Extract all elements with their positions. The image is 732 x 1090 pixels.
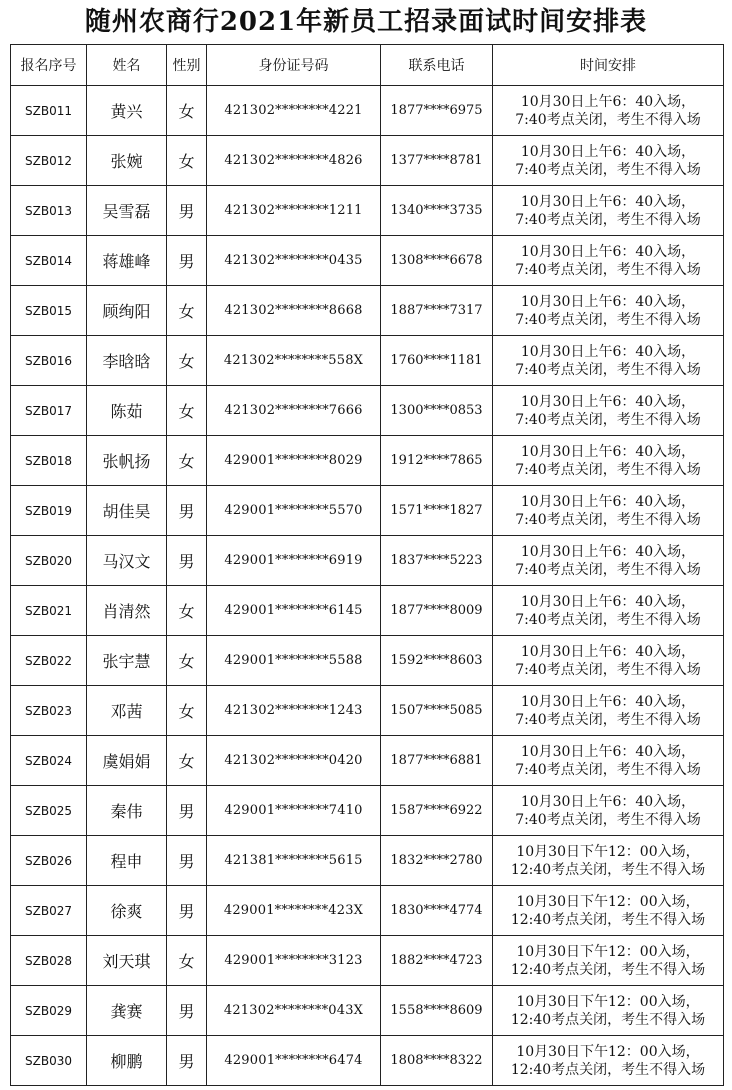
- cell-code: SZB026: [11, 836, 87, 886]
- cell-code: SZB020: [11, 536, 87, 586]
- cell-code: SZB017: [11, 386, 87, 436]
- time-close-line: 7:40考点关闭，考生不得入场: [515, 161, 701, 178]
- cell-time: [493, 936, 724, 986]
- table-row: [11, 936, 724, 986]
- header-time: 时间安排: [493, 45, 724, 86]
- time-entry-line: 10月30日上午6：40入场，: [520, 493, 696, 510]
- cell-id-number: 429001********7410: [207, 786, 381, 836]
- header-name: 姓名: [87, 45, 167, 86]
- cell-time: [493, 336, 724, 386]
- time-close-line: 12:40考点关闭，考生不得入场: [510, 861, 706, 878]
- table-row: [11, 786, 724, 836]
- time-entry-line: 10月30日上午6：40入场，: [520, 193, 696, 210]
- cell-code: SZB019: [11, 486, 87, 536]
- time-entry-line: 10月30日上午6：40入场，: [520, 143, 696, 160]
- cell-name: 陈茹: [87, 386, 167, 436]
- table-row: [11, 536, 724, 586]
- cell-phone: 1882****4723: [381, 936, 493, 986]
- time-entry-line: 10月30日上午6：40入场，: [520, 393, 696, 410]
- time-close-line: 7:40考点关闭，考生不得入场: [515, 561, 701, 578]
- time-entry-line: 10月30日下午12：00入场，: [516, 843, 700, 860]
- cell-phone: 1832****2780: [381, 836, 493, 886]
- cell-gender: 女: [167, 286, 207, 336]
- cell-gender: 女: [167, 736, 207, 786]
- cell-gender: 女: [167, 586, 207, 636]
- cell-name: 刘天琪: [87, 936, 167, 986]
- cell-name: 肖清然: [87, 586, 167, 636]
- time-entry-line: 10月30日上午6：40入场，: [520, 643, 696, 660]
- table-row: [11, 336, 724, 386]
- cell-name: 邓茜: [87, 686, 167, 736]
- cell-time: [493, 386, 724, 436]
- cell-gender: 女: [167, 136, 207, 186]
- cell-name: 马汉文: [87, 536, 167, 586]
- cell-id-number: 429001********6919: [207, 536, 381, 586]
- cell-time: [493, 586, 724, 636]
- time-close-line: 7:40考点关闭，考生不得入场: [515, 711, 701, 728]
- time-close-line: 7:40考点关闭，考生不得入场: [515, 761, 701, 778]
- cell-name: 张帆扬: [87, 436, 167, 486]
- cell-code: SZB015: [11, 286, 87, 336]
- cell-id-number: 421302********4826: [207, 136, 381, 186]
- cell-name: 李晗晗: [87, 336, 167, 386]
- time-close-line: 12:40考点关闭，考生不得入场: [510, 961, 706, 978]
- cell-name: 程申: [87, 836, 167, 886]
- header-phone: 联系电话: [381, 45, 493, 86]
- table-row: [11, 636, 724, 686]
- cell-phone: 1300****0853: [381, 386, 493, 436]
- cell-id-number: 421302********0435: [207, 236, 381, 286]
- time-entry-line: 10月30日上午6：40入场，: [520, 593, 696, 610]
- cell-time: [493, 986, 724, 1036]
- cell-time: [493, 886, 724, 936]
- table-body: [11, 86, 724, 1086]
- time-entry-line: 10月30日下午12：00入场，: [516, 993, 700, 1010]
- table-row: [11, 436, 724, 486]
- time-entry-line: 10月30日下午12：00入场，: [516, 1043, 700, 1060]
- cell-id-number: 421302********1243: [207, 686, 381, 736]
- time-close-line: 7:40考点关闭，考生不得入场: [515, 211, 701, 228]
- cell-code: SZB022: [11, 636, 87, 686]
- cell-name: 黄兴: [87, 86, 167, 136]
- cell-gender: 女: [167, 636, 207, 686]
- header-gender: 性别: [167, 45, 207, 86]
- time-entry-line: 10月30日上午6：40入场，: [520, 793, 696, 810]
- table-header-row: [11, 45, 724, 86]
- cell-name: 虞娟娟: [87, 736, 167, 786]
- cell-code: SZB011: [11, 86, 87, 136]
- cell-id-number: 421302********043X: [207, 986, 381, 1036]
- cell-time: [493, 636, 724, 686]
- cell-id-number: 421302********8668: [207, 286, 381, 336]
- cell-time: [493, 286, 724, 336]
- cell-code: SZB016: [11, 336, 87, 386]
- header-id: 身份证号码: [207, 45, 381, 86]
- cell-phone: 1837****5223: [381, 536, 493, 586]
- cell-gender: 男: [167, 786, 207, 836]
- cell-code: SZB021: [11, 586, 87, 636]
- cell-time: [493, 486, 724, 536]
- cell-code: SZB023: [11, 686, 87, 736]
- table-row: [11, 736, 724, 786]
- cell-id-number: 421381********5615: [207, 836, 381, 886]
- cell-name: 顾绚阳: [87, 286, 167, 336]
- time-close-line: 7:40考点关闭，考生不得入场: [515, 811, 701, 828]
- cell-id-number: 429001********423X: [207, 886, 381, 936]
- cell-gender: 女: [167, 336, 207, 386]
- time-entry-line: 10月30日上午6：40入场，: [520, 543, 696, 560]
- time-entry-line: 10月30日上午6：40入场，: [520, 293, 696, 310]
- cell-code: SZB014: [11, 236, 87, 286]
- table-row: [11, 1036, 724, 1086]
- time-close-line: 12:40考点关闭，考生不得入场: [510, 1011, 706, 1028]
- table-row: [11, 886, 724, 936]
- table-row: [11, 386, 724, 436]
- time-close-line: 7:40考点关闭，考生不得入场: [515, 111, 701, 128]
- table-row: [11, 186, 724, 236]
- time-close-line: 7:40考点关闭，考生不得入场: [515, 311, 701, 328]
- time-entry-line: 10月30日上午6：40入场，: [520, 93, 696, 110]
- cell-name: 龚赛: [87, 986, 167, 1036]
- cell-phone: 1592****8603: [381, 636, 493, 686]
- time-close-line: 12:40考点关闭，考生不得入场: [510, 1061, 706, 1078]
- time-close-line: 7:40考点关闭，考生不得入场: [515, 461, 701, 478]
- cell-time: [493, 86, 724, 136]
- cell-phone: 1308****6678: [381, 236, 493, 286]
- cell-name: 吴雪磊: [87, 186, 167, 236]
- time-entry-line: 10月30日上午6：40入场，: [520, 743, 696, 760]
- time-close-line: 7:40考点关闭，考生不得入场: [515, 411, 701, 428]
- cell-time: [493, 536, 724, 586]
- time-entry-line: 10月30日上午6：40入场，: [520, 243, 696, 260]
- cell-phone: 1340****3735: [381, 186, 493, 236]
- cell-id-number: 429001********8029: [207, 436, 381, 486]
- cell-time: [493, 186, 724, 236]
- cell-code: SZB029: [11, 986, 87, 1036]
- cell-time: [493, 1036, 724, 1086]
- cell-gender: 男: [167, 536, 207, 586]
- time-close-line: 12:40考点关闭，考生不得入场: [510, 911, 706, 928]
- table-row: [11, 286, 724, 336]
- cell-name: 徐爽: [87, 886, 167, 936]
- cell-gender: 男: [167, 986, 207, 1036]
- time-close-line: 7:40考点关闭，考生不得入场: [515, 511, 701, 528]
- cell-name: 张婉: [87, 136, 167, 186]
- cell-phone: 1877****6975: [381, 86, 493, 136]
- cell-gender: 男: [167, 1036, 207, 1086]
- cell-phone: 1887****7317: [381, 286, 493, 336]
- time-entry-line: 10月30日上午6：40入场，: [520, 343, 696, 360]
- cell-id-number: 429001********6145: [207, 586, 381, 636]
- cell-code: SZB030: [11, 1036, 87, 1086]
- cell-time: [493, 436, 724, 486]
- schedule-table: [10, 44, 724, 1086]
- cell-gender: 女: [167, 386, 207, 436]
- cell-id-number: 429001********6474: [207, 1036, 381, 1086]
- cell-phone: 1877****6881: [381, 736, 493, 786]
- time-close-line: 7:40考点关闭，考生不得入场: [515, 661, 701, 678]
- cell-phone: 1877****8009: [381, 586, 493, 636]
- cell-name: 柳鹏: [87, 1036, 167, 1086]
- time-close-line: 7:40考点关闭，考生不得入场: [515, 611, 701, 628]
- cell-id-number: 421302********558X: [207, 336, 381, 386]
- cell-phone: 1558****8609: [381, 986, 493, 1036]
- cell-code: SZB013: [11, 186, 87, 236]
- table-row: [11, 486, 724, 536]
- cell-id-number: 429001********3123: [207, 936, 381, 986]
- cell-id-number: 421302********1211: [207, 186, 381, 236]
- cell-phone: 1808****8322: [381, 1036, 493, 1086]
- cell-id-number: 429001********5570: [207, 486, 381, 536]
- header-code: 报名序号: [11, 45, 87, 86]
- cell-gender: 女: [167, 936, 207, 986]
- cell-name: 秦伟: [87, 786, 167, 836]
- table-row: [11, 236, 724, 286]
- time-entry-line: 10月30日下午12：00入场，: [516, 943, 700, 960]
- time-close-line: 7:40考点关闭，考生不得入场: [515, 261, 701, 278]
- cell-id-number: 421302********7666: [207, 386, 381, 436]
- cell-name: 张宇慧: [87, 636, 167, 686]
- time-close-line: 7:40考点关闭，考生不得入场: [515, 361, 701, 378]
- cell-gender: 女: [167, 686, 207, 736]
- table-row: [11, 136, 724, 186]
- table-row: [11, 586, 724, 636]
- cell-gender: 男: [167, 886, 207, 936]
- table-row: [11, 836, 724, 886]
- cell-phone: 1830****4774: [381, 886, 493, 936]
- time-entry-line: 10月30日下午12：00入场，: [516, 893, 700, 910]
- cell-code: SZB025: [11, 786, 87, 836]
- table-row: [11, 686, 724, 736]
- cell-time: [493, 836, 724, 886]
- table-row: [11, 86, 724, 136]
- cell-phone: 1587****6922: [381, 786, 493, 836]
- time-entry-line: 10月30日上午6：40入场，: [520, 443, 696, 460]
- cell-phone: 1507****5085: [381, 686, 493, 736]
- cell-gender: 男: [167, 486, 207, 536]
- cell-gender: 男: [167, 236, 207, 286]
- cell-name: 蒋雄峰: [87, 236, 167, 286]
- cell-time: [493, 136, 724, 186]
- cell-code: SZB027: [11, 886, 87, 936]
- cell-time: [493, 236, 724, 286]
- cell-gender: 女: [167, 86, 207, 136]
- cell-gender: 女: [167, 436, 207, 486]
- cell-code: SZB024: [11, 736, 87, 786]
- cell-name: 胡佳昊: [87, 486, 167, 536]
- time-entry-line: 10月30日上午6：40入场，: [520, 693, 696, 710]
- page-title: 随州农商行2021年新员工招录面试时间安排表: [84, 7, 648, 37]
- cell-code: SZB012: [11, 136, 87, 186]
- cell-gender: 男: [167, 186, 207, 236]
- cell-time: [493, 786, 724, 836]
- cell-phone: 1377****8781: [381, 136, 493, 186]
- cell-phone: 1760****1181: [381, 336, 493, 386]
- cell-gender: 男: [167, 836, 207, 886]
- cell-id-number: 421302********4221: [207, 86, 381, 136]
- cell-time: [493, 736, 724, 786]
- cell-phone: 1912****7865: [381, 436, 493, 486]
- cell-id-number: 429001********5588: [207, 636, 381, 686]
- cell-time: [493, 686, 724, 736]
- cell-code: SZB018: [11, 436, 87, 486]
- table-row: [11, 986, 724, 1036]
- cell-code: SZB028: [11, 936, 87, 986]
- cell-id-number: 421302********0420: [207, 736, 381, 786]
- cell-phone: 1571****1827: [381, 486, 493, 536]
